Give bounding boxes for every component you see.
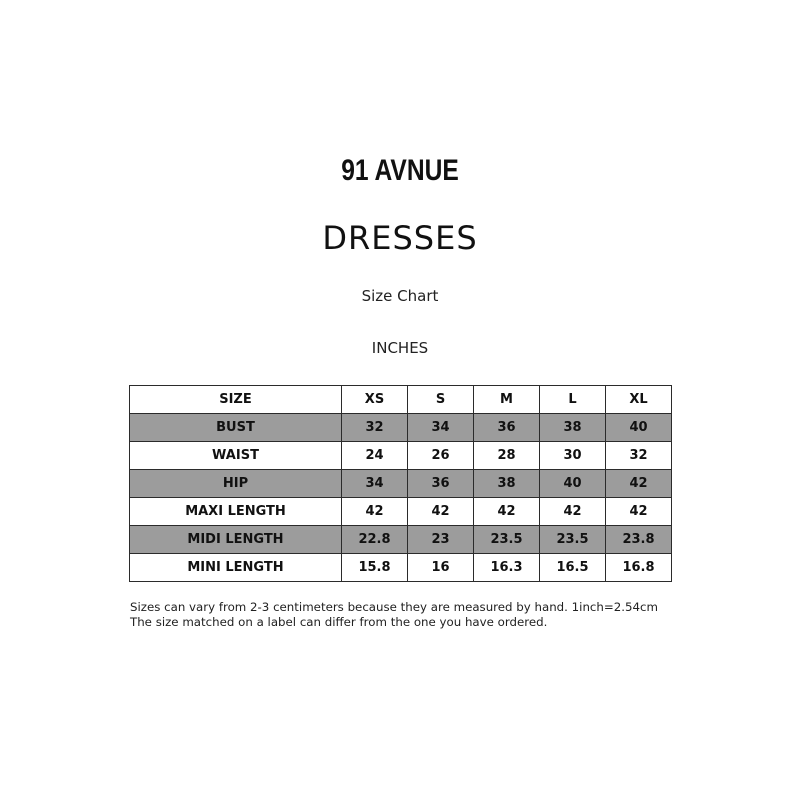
- table-cell: 42: [540, 498, 606, 526]
- header-cell-size: SIZE: [130, 386, 342, 414]
- table-row-hip: [130, 470, 672, 498]
- table-cell: 40: [606, 414, 672, 442]
- category-title: DRESSES: [322, 219, 478, 257]
- table-row-waist: [130, 442, 672, 470]
- size-chart-table: [129, 385, 672, 582]
- table-cell: 42: [474, 498, 540, 526]
- table-cell: 23.5: [474, 526, 540, 554]
- note-line-measurement: Sizes can vary from 2-3 centimeters because they are measured by hand. 1inch=2.54cm: [130, 600, 659, 614]
- table-cell: 42: [342, 498, 408, 526]
- table-cell: 15.8: [342, 554, 408, 582]
- row-label: HIP: [130, 470, 342, 498]
- header-cell-xs: XS: [342, 386, 408, 414]
- table-cell: 24: [342, 442, 408, 470]
- table-cell: 40: [540, 470, 606, 498]
- table-row-midi-length: [130, 526, 672, 554]
- table-cell: 30: [540, 442, 606, 470]
- table-cell: 26: [408, 442, 474, 470]
- header-cell-s: S: [408, 386, 474, 414]
- table-cell: 16.3: [474, 554, 540, 582]
- table-cell: 23.5: [540, 526, 606, 554]
- size-notes: [130, 600, 690, 630]
- table-cell: 38: [474, 470, 540, 498]
- table-cell: 34: [408, 414, 474, 442]
- table-cell: 42: [408, 498, 474, 526]
- table-cell: 22.8: [342, 526, 408, 554]
- table-cell: 38: [540, 414, 606, 442]
- header-cell-xl: XL: [606, 386, 672, 414]
- table-row-bust: [130, 414, 672, 442]
- table-cell: 23: [408, 526, 474, 554]
- table-cell: 16.8: [606, 554, 672, 582]
- table-cell: 42: [606, 470, 672, 498]
- row-label: WAIST: [130, 442, 342, 470]
- table-cell: 42: [606, 498, 672, 526]
- table-cell: 36: [408, 470, 474, 498]
- row-label: MAXI LENGTH: [130, 498, 342, 526]
- table-row-maxi-length: [130, 498, 672, 526]
- table-cell: 28: [474, 442, 540, 470]
- table-header-row: [130, 386, 672, 414]
- row-label: BUST: [130, 414, 342, 442]
- row-label: MINI LENGTH: [130, 554, 342, 582]
- note-line-label: The size matched on a label can differ from the one you have ordered.: [130, 615, 548, 629]
- row-label: MIDI LENGTH: [130, 526, 342, 554]
- table-cell: 34: [342, 470, 408, 498]
- chart-subtitle: Size Chart: [361, 287, 439, 305]
- table-cell: 36: [474, 414, 540, 442]
- table-cell: 32: [606, 442, 672, 470]
- unit-label: INCHES: [371, 339, 429, 357]
- table-cell: 32: [342, 414, 408, 442]
- brand-name: 91 AVNUE: [341, 154, 459, 187]
- header-cell-l: L: [540, 386, 606, 414]
- header-cell-m: M: [474, 386, 540, 414]
- table-cell: 16.5: [540, 554, 606, 582]
- table-cell: 23.8: [606, 526, 672, 554]
- table-cell: 16: [408, 554, 474, 582]
- table-row-mini-length: [130, 554, 672, 582]
